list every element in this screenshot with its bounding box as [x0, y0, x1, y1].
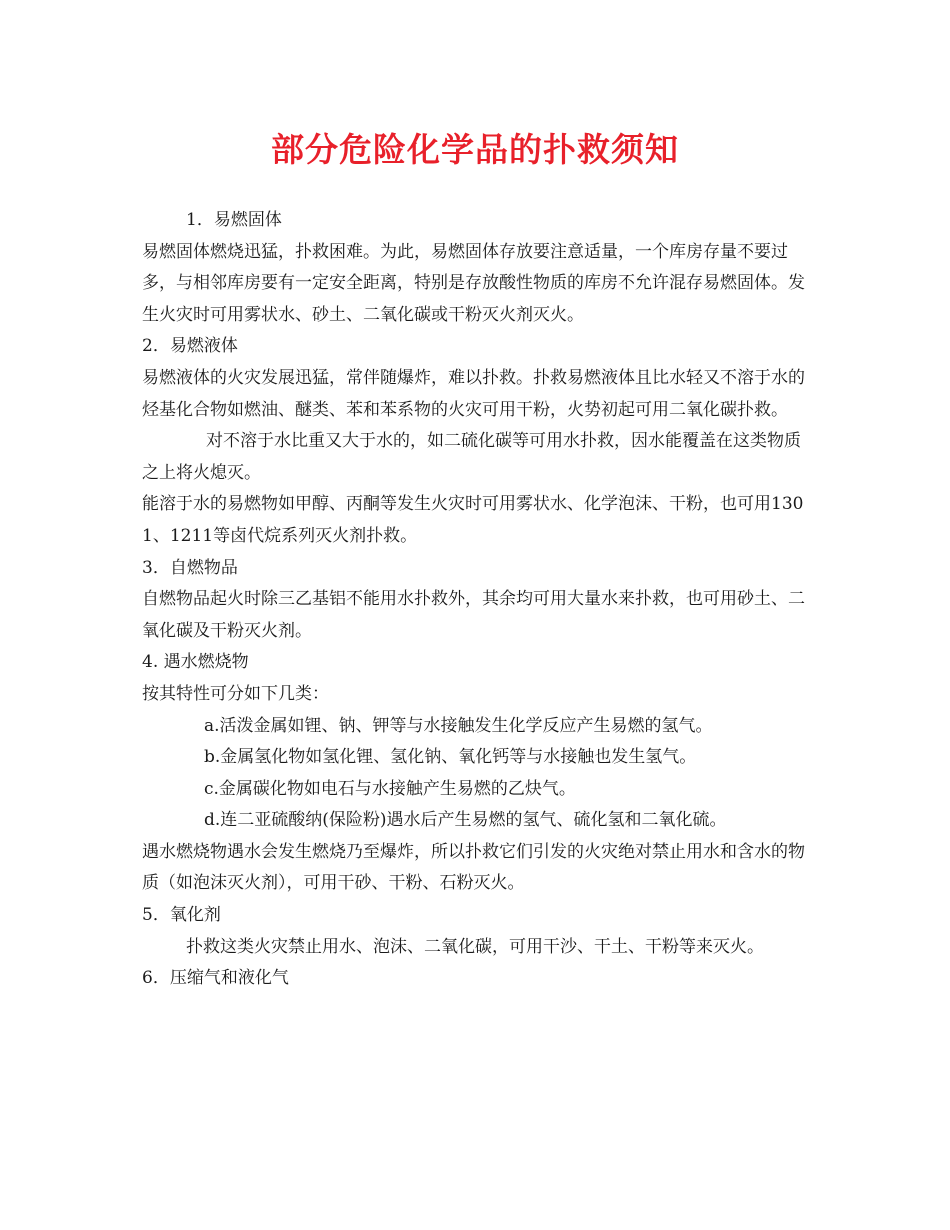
list-item: d.连二亚硫酸纳(保险粉)遇水后产生易燃的氢气、硫化氢和二氧化硫。 [204, 810, 727, 831]
paragraph: 能溶于水的易燃物如甲醇、丙酮等发生火灾时可用雾状水、化学泡沫、干粉，也可用1301、1211等卤代烷系列灭火剂扑救。 [142, 494, 804, 546]
section-heading-flammable-liquids: 2．易燃液体 [142, 336, 238, 357]
section-heading-oxidizers: 5．氧化剂 [142, 905, 221, 926]
paragraph: 易燃液体的火灾发展迅猛，常伴随爆炸，难以扑救。扑救易燃液体且比水轻又不溶于水的烃基化合物如燃油、醚类、苯和苯系物的火灾可用干粉，火势初起可用二氧化碳扑救。 [142, 367, 805, 420]
section-heading-water-reactive: 4. 遇水燃烧物 [142, 652, 249, 673]
list-item: a.活泼金属如锂、钠、钾等与水接触发生化学反应产生易燃的氢气。 [204, 715, 713, 736]
document-body [142, 205, 814, 995]
paragraph: 按其特性可分如下几类： [142, 683, 329, 704]
section-heading-compressed-gas: 6．压缩气和液化气 [142, 968, 289, 989]
section-heading-spontaneous-combustion: 3．自燃物品 [142, 557, 238, 578]
paragraph: 扑救这类火灾禁止用水、泡沫、二氧化碳，可用干沙、干土、干粉等来灭火。 [186, 936, 764, 957]
section-heading-flammable-solids: 1．易燃固体 [186, 210, 282, 230]
list-item: c.金属碳化物如电石与水接触产生易燃的乙炔气。 [204, 778, 576, 799]
paragraph: 自燃物品起火时除三乙基铝不能用水扑救外，其余均可用大量水来扑救，也可用砂土、二氧化碳及干粉灭火剂。 [142, 589, 805, 641]
list-item: b.金属氢化物如氢化锂、氢化钠、氧化钙等与水接触也发生氢气。 [204, 747, 697, 768]
paragraph: 易燃固体燃烧迅猛，扑救困难。为此，易燃固体存放要注意适量，一个库房存量不要过多，与相邻库房要有一定安全距离，特别是存放酸性物质的库房不允许混存易燃固体。发生火灾时可用雾状水、砂土、二氧化碳或干粉灭火剂灭火。 [142, 241, 805, 325]
document-title: 部分危险化学品的扑救须知 [271, 130, 679, 169]
paragraph: 对不溶于水比重又大于水的，如二硫化碳等可用水扑救，因水能覆盖在这类物质之上将火熄灭。 [142, 431, 801, 483]
paragraph: 遇水燃烧物遇水会发生燃烧乃至爆炸，所以扑救它们引发的火灾绝对禁止用水和含水的物质（如泡沫灭火剂），可用干砂、干粉、石粉灭火。 [142, 841, 805, 894]
